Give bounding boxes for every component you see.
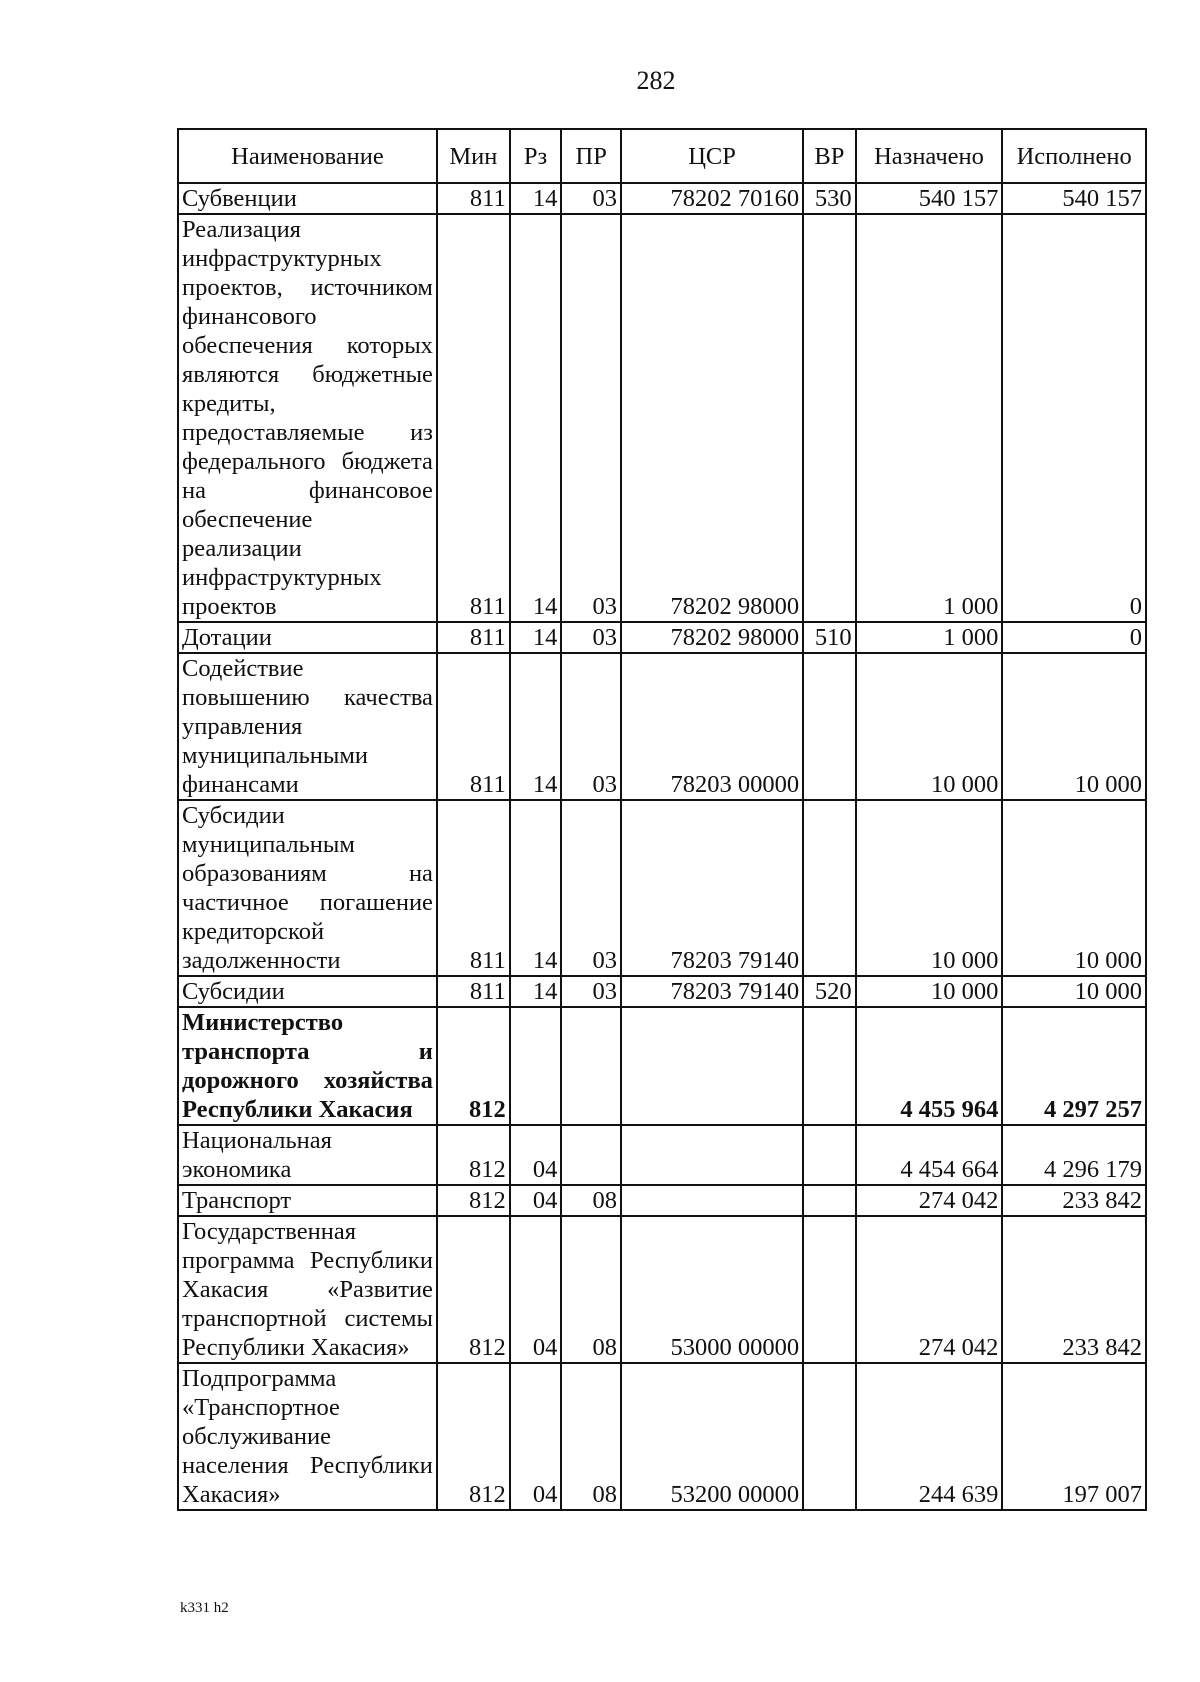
cell-pr: 08 — [561, 1216, 621, 1363]
cell-min: 812 — [437, 1125, 510, 1185]
cell-name: Государственная программа Республики Хакасия «Развитие транспортной системы Республики Хакасия» — [178, 1216, 437, 1363]
cell-min: 812 — [437, 1185, 510, 1216]
cell-vr — [803, 800, 856, 976]
cell-assigned: 540 157 — [856, 183, 1003, 214]
cell-name: Реализация инфраструктурных проектов, источником финансового обеспечения которых являются бюджетные кредиты, предоставляемые из федерального бюджета на финансовое обеспечение реализации инфраструктурных проектов — [178, 214, 437, 622]
cell-csr: 78202 98000 — [621, 214, 803, 622]
cell-rz: 14 — [510, 800, 562, 976]
cell-rz: 14 — [510, 653, 562, 800]
cell-executed: 10 000 — [1002, 653, 1146, 800]
header-csr: ЦСР — [621, 129, 803, 183]
cell-rz: 04 — [510, 1125, 562, 1185]
table-row — [178, 1185, 1146, 1216]
cell-rz: 14 — [510, 976, 562, 1007]
cell-pr: 03 — [561, 183, 621, 214]
cell-csr: 53200 00000 — [621, 1363, 803, 1510]
table-row — [178, 1216, 1146, 1363]
header-min: Мин — [437, 129, 510, 183]
cell-csr: 78202 70160 — [621, 183, 803, 214]
cell-csr — [621, 1125, 803, 1185]
cell-rz: 14 — [510, 214, 562, 622]
cell-min: 811 — [437, 976, 510, 1007]
cell-rz: 04 — [510, 1216, 562, 1363]
cell-csr: 78203 79140 — [621, 976, 803, 1007]
table-row — [178, 1007, 1146, 1125]
cell-pr: 03 — [561, 800, 621, 976]
cell-name: Национальная экономика — [178, 1125, 437, 1185]
cell-pr — [561, 1125, 621, 1185]
header-assigned: Назначено — [856, 129, 1003, 183]
header-executed: Исполнено — [1002, 129, 1146, 183]
cell-min: 812 — [437, 1363, 510, 1510]
cell-vr — [803, 1185, 856, 1216]
table-row — [178, 800, 1146, 976]
cell-vr — [803, 1007, 856, 1125]
cell-name: Субсидии — [178, 976, 437, 1007]
cell-csr — [621, 1185, 803, 1216]
header-rz: Рз — [510, 129, 562, 183]
cell-csr: 78202 98000 — [621, 622, 803, 653]
cell-pr: 03 — [561, 214, 621, 622]
cell-executed: 0 — [1002, 214, 1146, 622]
cell-csr: 78203 79140 — [621, 800, 803, 976]
cell-vr: 520 — [803, 976, 856, 1007]
cell-name: Содействие повышению качества управления муниципальными финансами — [178, 653, 437, 800]
cell-name: Министерство транспорта и дорожного хозяйства Республики Хакасия — [178, 1007, 437, 1125]
cell-name: Субсидии муниципальным образованиям на частичное погашение кредиторской задолженности — [178, 800, 437, 976]
cell-min: 812 — [437, 1007, 510, 1125]
cell-executed: 233 842 — [1002, 1185, 1146, 1216]
cell-rz: 14 — [510, 622, 562, 653]
cell-min: 811 — [437, 183, 510, 214]
table-row — [178, 214, 1146, 622]
budget-table — [177, 128, 1147, 1511]
cell-rz: 04 — [510, 1363, 562, 1510]
page-number: 282 — [636, 66, 676, 95]
table-row — [178, 1363, 1146, 1510]
cell-min: 811 — [437, 622, 510, 653]
table-row — [178, 976, 1146, 1007]
table-header-row — [178, 129, 1146, 183]
cell-vr — [803, 1216, 856, 1363]
cell-assigned: 4 454 664 — [856, 1125, 1003, 1185]
footer-code: k331 h2 — [180, 1600, 229, 1616]
table-row — [178, 1125, 1146, 1185]
cell-vr — [803, 1125, 856, 1185]
cell-rz: 04 — [510, 1185, 562, 1216]
cell-assigned: 4 455 964 — [856, 1007, 1003, 1125]
cell-assigned: 10 000 — [856, 976, 1003, 1007]
cell-assigned: 274 042 — [856, 1185, 1003, 1216]
cell-name: Субвенции — [178, 183, 437, 214]
cell-pr: 03 — [561, 976, 621, 1007]
cell-executed: 10 000 — [1002, 800, 1146, 976]
cell-assigned: 1 000 — [856, 622, 1003, 653]
cell-executed: 197 007 — [1002, 1363, 1146, 1510]
cell-vr: 510 — [803, 622, 856, 653]
header-name: Наименование — [178, 129, 437, 183]
cell-executed: 0 — [1002, 622, 1146, 653]
cell-assigned: 244 639 — [856, 1363, 1003, 1510]
table-row — [178, 183, 1146, 214]
cell-pr: 08 — [561, 1185, 621, 1216]
cell-name: Дотации — [178, 622, 437, 653]
cell-csr: 78203 00000 — [621, 653, 803, 800]
cell-min: 811 — [437, 800, 510, 976]
cell-pr: 03 — [561, 622, 621, 653]
cell-executed: 4 296 179 — [1002, 1125, 1146, 1185]
cell-assigned: 1 000 — [856, 214, 1003, 622]
cell-csr: 53000 00000 — [621, 1216, 803, 1363]
cell-min: 811 — [437, 653, 510, 800]
table-row — [178, 653, 1146, 800]
cell-rz — [510, 1007, 562, 1125]
cell-assigned: 274 042 — [856, 1216, 1003, 1363]
table-body — [178, 183, 1146, 1510]
cell-executed: 10 000 — [1002, 976, 1146, 1007]
cell-vr — [803, 1363, 856, 1510]
cell-assigned: 10 000 — [856, 653, 1003, 800]
cell-vr: 530 — [803, 183, 856, 214]
cell-executed: 233 842 — [1002, 1216, 1146, 1363]
cell-min: 811 — [437, 214, 510, 622]
cell-name: Подпрограмма «Транспортное обслуживание населения Республики Хакасия» — [178, 1363, 437, 1510]
cell-vr — [803, 214, 856, 622]
cell-csr — [621, 1007, 803, 1125]
header-vr: ВР — [803, 129, 856, 183]
cell-pr — [561, 1007, 621, 1125]
table-row — [178, 622, 1146, 653]
cell-executed: 4 297 257 — [1002, 1007, 1146, 1125]
cell-vr — [803, 653, 856, 800]
cell-min: 812 — [437, 1216, 510, 1363]
cell-pr: 03 — [561, 653, 621, 800]
cell-name: Транспорт — [178, 1185, 437, 1216]
cell-executed: 540 157 — [1002, 183, 1146, 214]
cell-assigned: 10 000 — [856, 800, 1003, 976]
cell-pr: 08 — [561, 1363, 621, 1510]
cell-rz: 14 — [510, 183, 562, 214]
header-pr: ПР — [561, 129, 621, 183]
